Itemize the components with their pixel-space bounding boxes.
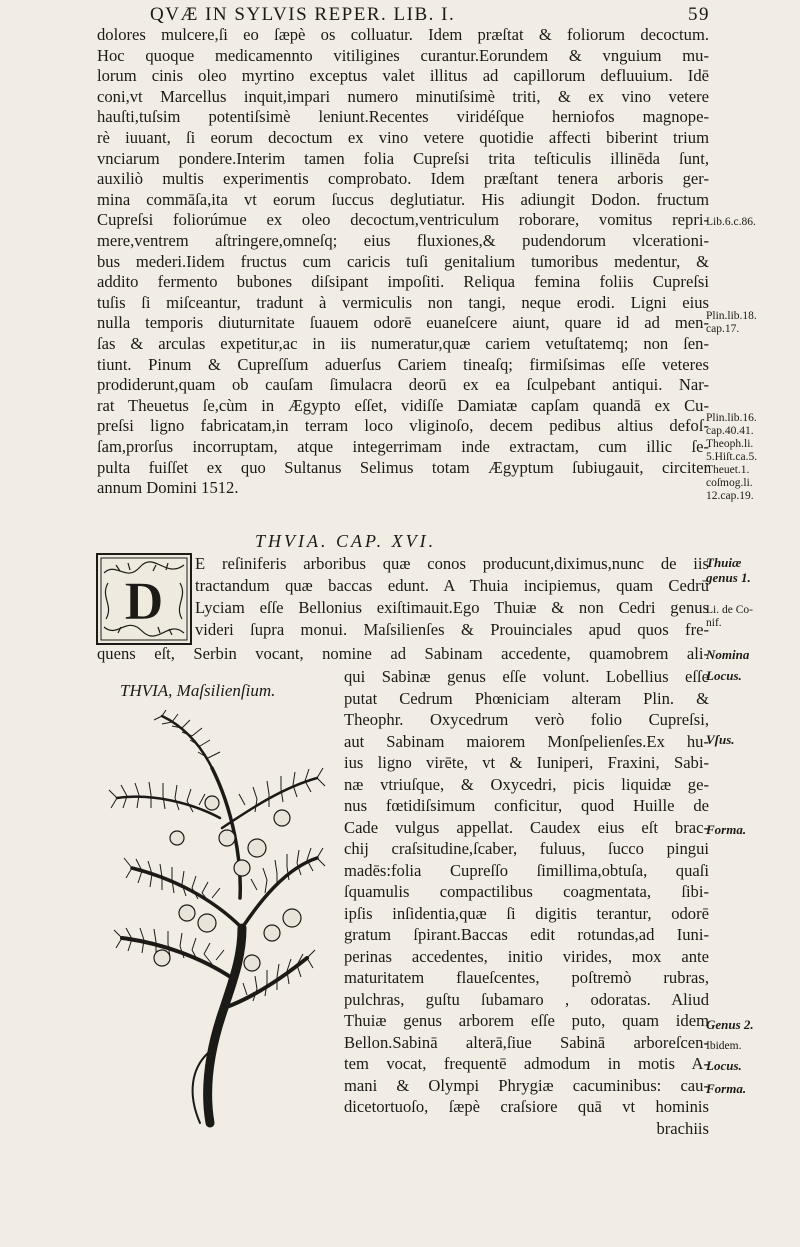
text-line: ſas & arculas expetitur,ac in iis numeratur,quæ cariem vetuſtatemq; non ſen- xyxy=(97,334,709,353)
text-line: aut Sabinam maiorem Monſpelienſes.Ex hu- xyxy=(344,731,709,751)
text-line: auxiliò multis experimentis comprobato. Idem præſtant tenera arboris ger- xyxy=(97,169,709,189)
svg-text:D: D xyxy=(124,571,164,631)
text-line: dicetortuoſo, ſæpè craſsiore quā vt hominis xyxy=(344,1097,709,1116)
text-line: lorum cinis oleo myrtino exceptus valet illitus ad capillorum defluuium. Idē xyxy=(97,66,709,86)
text-line: ipſis inſidentia,quæ ſi digitis terantur, odorē xyxy=(344,903,709,923)
plate-caption: THVIA, Maſsilienſium. xyxy=(120,681,276,700)
margin-note: Nomina xyxy=(706,647,750,662)
text-line: mere,ventrem aſtringere,omneſq; eius fluxiones,& pudendorum vlcerationi- xyxy=(97,231,709,250)
text-line: tem vocat, frequentē admodum in motis A- xyxy=(344,1054,709,1073)
text-line: putat Cedrum Phœniciam alteram Plin. & xyxy=(344,688,709,708)
text-line: hauſti,tuſsim potentiſsimè leniunt.Recentes viridéſque herniofos magnope- xyxy=(97,107,709,127)
margin-note: Locus. xyxy=(706,1058,742,1073)
margin-note: Forma. xyxy=(706,1081,747,1096)
text-line: maturitatem flaueſcentes, poſtremò rubras, xyxy=(344,968,709,987)
text-line: perinas accedentes, initio virides, mox ante xyxy=(344,946,709,966)
folio-number: 59 xyxy=(688,4,710,25)
text-line: nus fœtidiſsimum conficitur, quod Huille de xyxy=(344,796,709,815)
text-line: ius ligno virēte, vt & Iuniperi, Fraxini, Sabi- xyxy=(344,753,709,772)
text-line: pulta fuiſſet ex quo Sultanus Selimus totam Ægyptum ſubiugauit, circiter xyxy=(97,457,709,477)
text-line: dolores mulcere,ſi eo ſæpè os colluatur. Idem præſtat & foliorum decoctum. xyxy=(97,25,709,44)
text-line: Cupreſsi foliorúmue ex oleo decoctum,ventriculum roborare, vomitus repri- xyxy=(97,210,709,230)
margin-note: Locus. xyxy=(706,668,742,683)
text-line: Bellon.Sabinā alterā,ſiue Sabinā arboreſcen- xyxy=(344,1032,709,1052)
text-line: Cade vulgus appellat. Caudex eius eſt brac- xyxy=(344,817,709,837)
margin-note: Li. de Co- nif. xyxy=(706,604,753,629)
text-line: Lyciam eſſe Bellonius exiſtimauit.Ego Thuiæ & non Cedri genus xyxy=(195,598,709,617)
thuia-woodcut-illustration xyxy=(92,708,342,1128)
text-line: chij craſsitudine,ſcaber, fuluus, ſucco pingui xyxy=(344,839,709,858)
text-line: E reſiniferis arboribus quæ conos producunt,diximus,nunc de iis xyxy=(195,554,709,573)
text-line: rè iuuant, ſi eorum decoctum ex vino vetere quotidie affecti biberint trium xyxy=(97,128,709,147)
text-line: addito fermento bubones diſsipant impoſiti. Reliqua femina foliis Cupreſsi xyxy=(97,272,709,292)
margin-note: Ibidem. xyxy=(706,1040,742,1052)
text-line: qui Sabinæ genus eſſe volunt. Lobellius eſſe xyxy=(344,667,709,686)
margin-note: Thuiæ genus 1. xyxy=(706,555,751,585)
text-line: prodiderunt,quam ob cauſam ſimulacra deorū ex ea ſculpebant antiqui. Nar- xyxy=(97,375,709,395)
text-line: madēs:folia Cupreſſo ſimillima,obtuſa, quaſi xyxy=(344,860,709,880)
text-line: quens eſt, Serbin vocant, nomine ad Sabinam accedente, quamobrem ali- xyxy=(97,644,709,663)
text-line: videri ſupra monui. Maſsilienſes & Prouinciales apud quos fre- xyxy=(195,620,709,639)
margin-note: Forma. xyxy=(706,822,747,837)
text-line: brachiis xyxy=(656,1118,709,1138)
text-line: annum Domini 1512. xyxy=(97,478,239,498)
text-line: rat Theuetus ſe,cùm in Ægypto eſſet, vidiſſe Damiatæ capſam quandā ex Cu- xyxy=(97,395,709,415)
text-line: coni,vt Marcellus inquit,impari numero minutiſsimè triti, & ex vino vetere xyxy=(97,86,709,106)
margin-note: Vſus. xyxy=(706,732,735,747)
text-line: mina commāſa,ita vt eorum ſuccus deglutiatur. His adiungit Dodon. fructum xyxy=(97,189,709,209)
margin-note: Plin.lib.16. cap.40.41. Theoph.li. 5.Hiſt.ca.5. Theuet.1. coſmog.li. 12.cap.19. xyxy=(706,412,758,502)
text-line: bus mederi.Iidem fructus cum caricis tuſi genitalium tumoribus medentur, & xyxy=(97,251,709,271)
text-line: vnciarum pondere.Interim tamen folia Cupreſsi trita teſticulis illinēda ſunt, xyxy=(97,148,709,168)
text-line: næ vtriuſque, & Oxycedri, picis liquidæ ge- xyxy=(344,774,709,794)
margin-note: Lib.6.c.86. xyxy=(706,216,756,228)
text-line: ſquamulis compactilibus coagmentata, ſibi- xyxy=(344,882,709,901)
text-line: tiunt. Pinum & Cupreſſum aduerſus Cariem tineaſq; firmiſsimas eſſe veteres xyxy=(97,354,709,374)
text-line: Theophr. Oxycedrum verò folio Cupreſsi, xyxy=(344,710,709,729)
text-line: preſsi ligno fabricatam,in terram loco vliginoſo, decem pedibus altius defoſ- xyxy=(97,416,709,436)
text-line: ſam,prorſus incorruptam, atque integerrimam inde extractam, cum illic ſe- xyxy=(97,437,709,456)
text-line: Thuiæ genus arborem eſſe puto, quam idem xyxy=(344,1011,709,1030)
text-line: gratum ſpirant.Baccas edit rotundas,ad Iuni- xyxy=(344,925,709,944)
decorated-initial xyxy=(96,553,192,645)
chapter-heading: THVIA. CAP. XVI. xyxy=(255,531,437,551)
margin-note: Genus 2. xyxy=(706,1017,754,1032)
text-line: nulla temporis diuturnitate ſuauem odorē euaneſcere aiunt, quare id ad men- xyxy=(97,313,709,333)
margin-note: Plin.lib.18. cap.17. xyxy=(706,310,757,335)
text-line: mani & Olympi Phrygiæ cacuminibus: cau- xyxy=(344,1075,709,1095)
text-line: tractandum quæ baccas edunt. A Thuia incipiemus, quam Cedrū xyxy=(195,576,709,595)
running-title: QVÆ IN SYLVIS REPER. LIB. I. xyxy=(150,4,456,25)
text-line: pulchras, guſtu ſubamaro , odoratas. Aliud xyxy=(344,989,709,1009)
text-line: Hoc quoque medicamennto vitiligines curantur.Eorundem & vnguium mu- xyxy=(97,45,709,65)
text-line: tuſis ſi miſceantur, tradunt à vermiculis non tangi, neque erodi. Ligni eius xyxy=(97,292,709,312)
